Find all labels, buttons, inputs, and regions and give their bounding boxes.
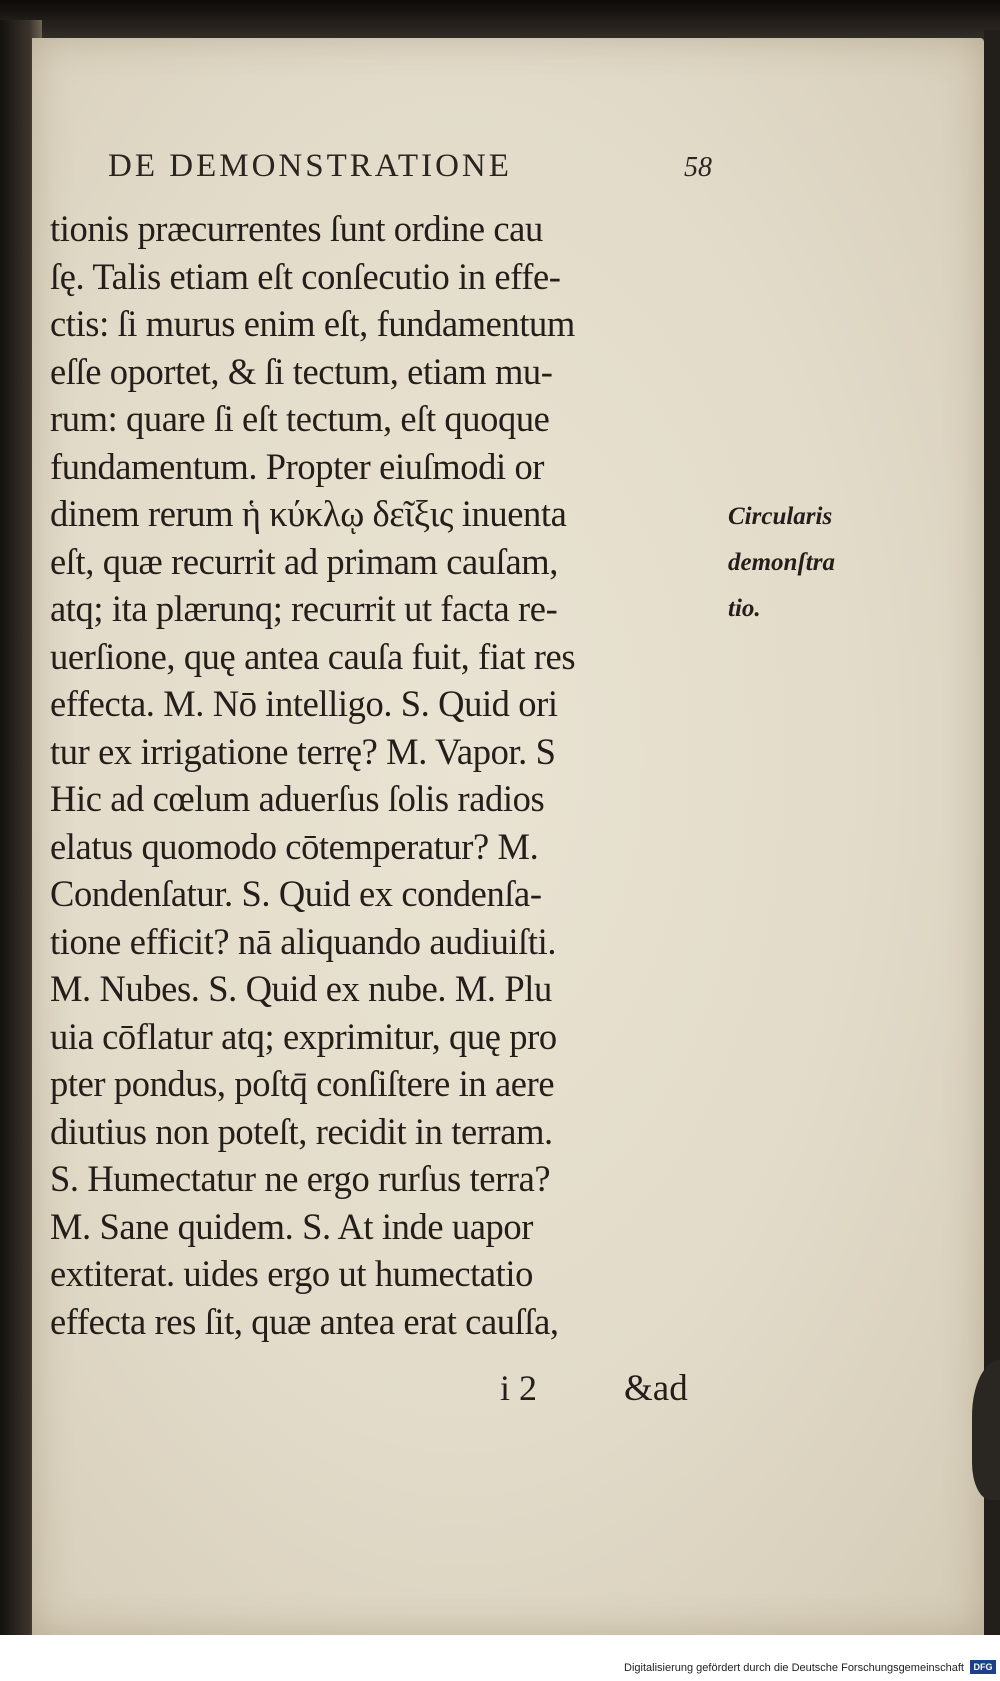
text-line: M. Sane quidem. S. At inde uapor — [50, 1205, 533, 1247]
footer-credit: Digitalisierung gefördert durch die Deutsche Forschungsgemeinschaft — [624, 1662, 964, 1674]
running-head: DE DEMONSTRATIONE — [108, 148, 512, 184]
text-line: rum: quare ſi eſt tectum, eſt quoque — [50, 398, 550, 439]
folio-number: 58 — [684, 152, 712, 183]
main-text — [50, 205, 730, 1345]
text-line: eſſe oportet, & ſi tectum, etiam mu- — [50, 350, 553, 392]
signature-mark: i 2 — [500, 1368, 538, 1408]
text-line: eſt, quæ recurrit ad primam cauſam, — [50, 540, 558, 582]
text-line: S. Humectatur ne ergo rurſus terra? — [50, 1158, 551, 1199]
text-line: dinem rerum ἡ κύκλῳ δεῖξις inuenta — [50, 493, 567, 534]
catchword: &ad — [624, 1368, 688, 1409]
text-line: diutius non poteſt, recidit in terram. — [50, 1110, 553, 1152]
text-line: ſę. Talis etiam eſt conſecutio in effe- — [50, 255, 561, 297]
marginal-note — [728, 494, 835, 632]
text-line: ctis: ſi murus enim eſt, fundamentum — [50, 303, 575, 344]
text-line: Condenſatur. S. Quid ex condenſa- — [50, 873, 542, 914]
text-line: elatus quomodo cōtemperatur? M. — [50, 825, 539, 867]
marginal-line: demonſtra — [728, 549, 835, 576]
text-line: extiterat. uides ergo ut humectatio — [50, 1253, 533, 1294]
dfg-logo: DFG — [970, 1660, 996, 1674]
text-line: pter pondus, poſtq̄ conſiſtere in aere — [50, 1063, 555, 1104]
text-line: tur ex irrigatione terrę? M. Vapor. S — [50, 730, 556, 772]
text-line: tionis præcurrentes ſunt ordine cau — [50, 208, 543, 249]
text-line: uerſione, quę antea cauſa fuit, fiat res — [50, 635, 576, 677]
text-line: effecta res ſit, quæ antea erat cauſſa, — [50, 1300, 559, 1342]
text-line: atq; ita plærunq; recurrit ut facta re- — [50, 588, 558, 629]
text-line: M. Nubes. S. Quid ex nube. M. Plu — [50, 968, 552, 1009]
footer-bar — [0, 1635, 1000, 1681]
text-line: tione efficit? nā aliquando audiuiſti. — [50, 920, 557, 962]
marginal-line: Circularis — [728, 503, 833, 530]
text-line: fundamentum. Propter eiuſmodi or — [50, 445, 545, 487]
text-line: uia cōflatur atq; exprimitur, quę pro — [50, 1015, 557, 1057]
text-line: effecta. M. Nō intelligo. S. Quid ori — [50, 683, 558, 724]
text-line: Hic ad cœlum aduerſus ſolis radios — [50, 778, 545, 819]
marginal-line: tio. — [728, 595, 761, 622]
